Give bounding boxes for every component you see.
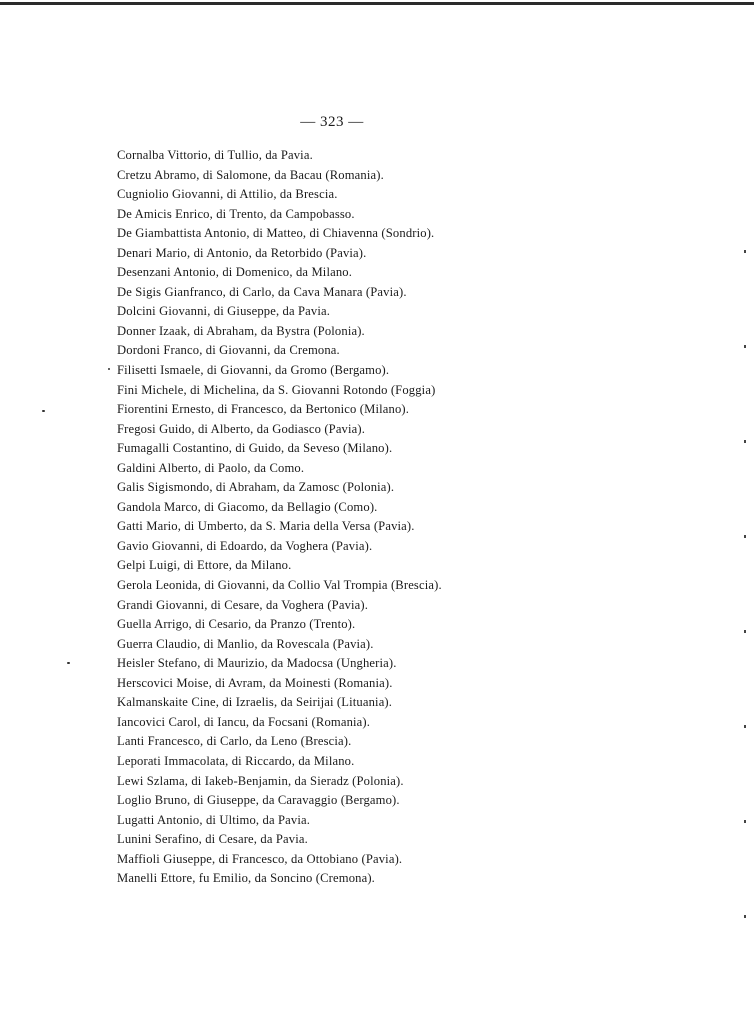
list-item: De Sigis Gianfranco, di Carlo, da Cava Manara (Pavia). <box>117 284 407 299</box>
list-item: Galdini Alberto, di Paolo, da Como. <box>117 460 305 475</box>
list-item: Cugniolio Giovanni, di Attilio, da Brescia. <box>117 187 338 202</box>
list-item: Gavio Giovanni, di Edoardo, da Voghera (Pavia). <box>117 538 373 553</box>
scan-speck <box>67 662 70 664</box>
list-item: Manelli Ettore, fu Emilio, da Soncino (Cremona). <box>117 871 375 886</box>
scan-speck <box>42 410 45 412</box>
list-item: Heisler Stefano, di Maurizio, da Madocsa (Ungheria). <box>117 656 397 671</box>
list-item: Filisetti Ismaele, di Giovanni, da Gromo (Bergamo). <box>117 363 390 378</box>
page-top-border <box>0 2 754 5</box>
list-item: Fumagalli Costantino, di Guido, da Seveso (Milano). <box>117 441 393 456</box>
list-item: Desenzani Antonio, di Domenico, da Milano. <box>117 265 353 280</box>
list-item: Denari Mario, di Antonio, da Retorbido (Pavia). <box>117 245 367 260</box>
list-item: De Amicis Enrico, di Trento, da Campobasso. <box>117 206 355 221</box>
name-list <box>117 146 442 889</box>
list-item: Fregosi Guido, di Alberto, da Godiasco (Pavia). <box>117 421 366 436</box>
scan-edge-marks <box>744 250 748 950</box>
list-item: Gatti Mario, di Umberto, da S. Maria della Versa (Pavia). <box>117 519 415 534</box>
list-item: Dordoni Franco, di Giovanni, da Cremona. <box>117 343 340 358</box>
list-item: Kalmanskaite Cine, di Izraelis, da Seirijai (Lituania). <box>117 695 393 710</box>
list-item: Leporati Immacolata, di Riccardo, da Milano. <box>117 753 355 768</box>
list-item: Gandola Marco, di Giacomo, da Bellagio (Como). <box>117 499 378 514</box>
list-item: Herscovici Moise, di Avram, da Moinesti (Romania). <box>117 675 393 690</box>
list-item: Cornalba Vittorio, di Tullio, da Pavia. <box>117 148 313 162</box>
list-item: Grandi Giovanni, di Cesare, da Voghera (Pavia). <box>117 597 369 612</box>
list-item: Lewi Szlama, di Iakeb-Benjamin, da Sieradz (Polonia). <box>117 773 404 788</box>
list-item: Gelpi Luigi, di Ettore, da Milano. <box>117 558 292 573</box>
list-item: De Giambattista Antonio, di Matteo, di Chiavenna (Sondrio). <box>117 226 435 241</box>
scan-speck <box>108 368 110 370</box>
list-item: Galis Sigismondo, di Abraham, da Zamosc (Polonia). <box>117 480 395 495</box>
list-item: Lunini Serafino, di Cesare, da Pavia. <box>117 832 308 847</box>
list-item: Donner Izaak, di Abraham, da Bystra (Polonia). <box>117 323 365 338</box>
page-number: — 323 — <box>300 114 364 130</box>
list-item: Fiorentini Ernesto, di Francesco, da Bertonico (Milano). <box>117 402 410 417</box>
list-item: Guella Arrigo, di Cesario, da Pranzo (Trento). <box>117 617 356 632</box>
list-item: Lugatti Antonio, di Ultimo, da Pavia. <box>117 812 311 827</box>
list-item: Dolcini Giovanni, di Giuseppe, da Pavia. <box>117 304 331 319</box>
list-item: Guerra Claudio, di Manlio, da Rovescala (Pavia). <box>117 636 374 651</box>
list-item: Cretzu Abramo, di Salomone, da Bacau (Romania). <box>117 167 384 182</box>
list-item: Fini Michele, di Michelina, da S. Giovanni Rotondo (Foggia) <box>117 382 436 397</box>
list-item: Loglio Bruno, di Giuseppe, da Caravaggio (Bergamo). <box>117 793 400 808</box>
list-item: Gerola Leonida, di Giovanni, da Collio Val Trompia (Brescia). <box>117 578 442 593</box>
list-item: Lanti Francesco, di Carlo, da Leno (Brescia). <box>117 734 352 749</box>
list-item: Iancovici Carol, di Iancu, da Focsani (Romania). <box>117 714 371 729</box>
list-item: Maffioli Giuseppe, di Francesco, da Ottobiano (Pavia). <box>117 851 403 866</box>
